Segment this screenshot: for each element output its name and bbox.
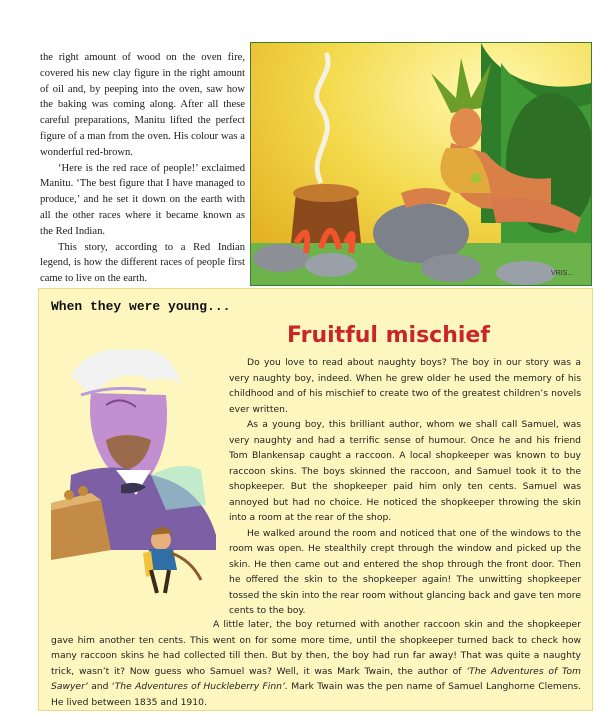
book-title: The Adventures of Huckleberry Finn’. [114, 681, 288, 692]
story-paragraph: This story, according to a Red Indian legend, is how the different races of people first came to live on the earth. [40, 241, 245, 285]
story-paragraph: the right amount of wood on the oven fire, covered his new clay figure in the right amount of oil and, by peeping into the oven, saw how the baking was coming along. After all these careful preparations, Manitu lifted the perfect figure of a man from the oven. His colour was a wonderful red-brown. [40, 52, 245, 158]
story-left-column [40, 50, 245, 287]
manitu-illustration-art [251, 43, 591, 285]
article-title: Fruitful mischief [287, 323, 490, 348]
artist-signature: VRIS... [551, 270, 574, 277]
feature-box [38, 288, 593, 711]
section-heading: When they were young... [51, 299, 231, 314]
article-paragraph: He walked around the room and noticed that one of the windows to the room was open. He stealthily crept through the window and picked up the skin. He then came out and entered the shop through the front door. Then he offered the skin to the shopkeeper again! The unwitting shopkeeper tossed the skin into the rear room without glancing back and gave ten more cents to the boy. [229, 527, 581, 616]
article-paragraph [51, 617, 581, 710]
paragraph-text: and ‘ [87, 681, 115, 692]
manitu-illustration [250, 42, 592, 286]
mark-twain-illustration [51, 335, 231, 595]
article-paragraph: Do you love to read about naughty boys? The boy in our story was a very naughty boy, indeed. When he grew older he used the memory of his childhood and of his mischief to create two of the greatest children’s novels ever written. [229, 357, 581, 415]
paragraph-text: Mark Twain was the pen name of Samuel Langhorne Clemens. He lived between 1835 and 1910. [51, 681, 582, 708]
book-title: ‘The Adventures of Tom Sawyer’ [51, 665, 581, 692]
article-paragraph: As a young boy, this brilliant author, whom we shall call Samuel, was very naughty and had a terrific sense of humour. Once he and his friend Tom Blankensap caught a raccoon. A local shopkeeper was known to buy raccoon skins. The boys skinned the raccoon, and Samuel took it to the shopkeeper. But the shopkeeper paid him only ten cents. Samuel was annoyed but had no choice. He noticed the shopkeeper throwing the skin into a room at the rear of the shop. [229, 419, 581, 523]
paragraph-text: A little later, the boy returned with another raccoon skin and the shopkeeper gave him another ten cents. This went on for some more time, until the shopkeeper turned back to check how many raccoon skins he had collected till then. But by then, the boy had run far away! That was quite a naughty trick, wasn’t it? Now guess who Samuel was? Well, it was Mark Twain, the author of [51, 619, 581, 677]
story-paragraph: ‘Here is the red race of people!’ exclaimed Manitu. ‘The best figure that I have managed to produce,’ and he set it down on the earth with all the other races where it became known as the Red Indian. [40, 162, 245, 237]
article-body [229, 355, 581, 619]
article-body-wide [51, 617, 581, 710]
mark-twain-art [51, 335, 231, 595]
